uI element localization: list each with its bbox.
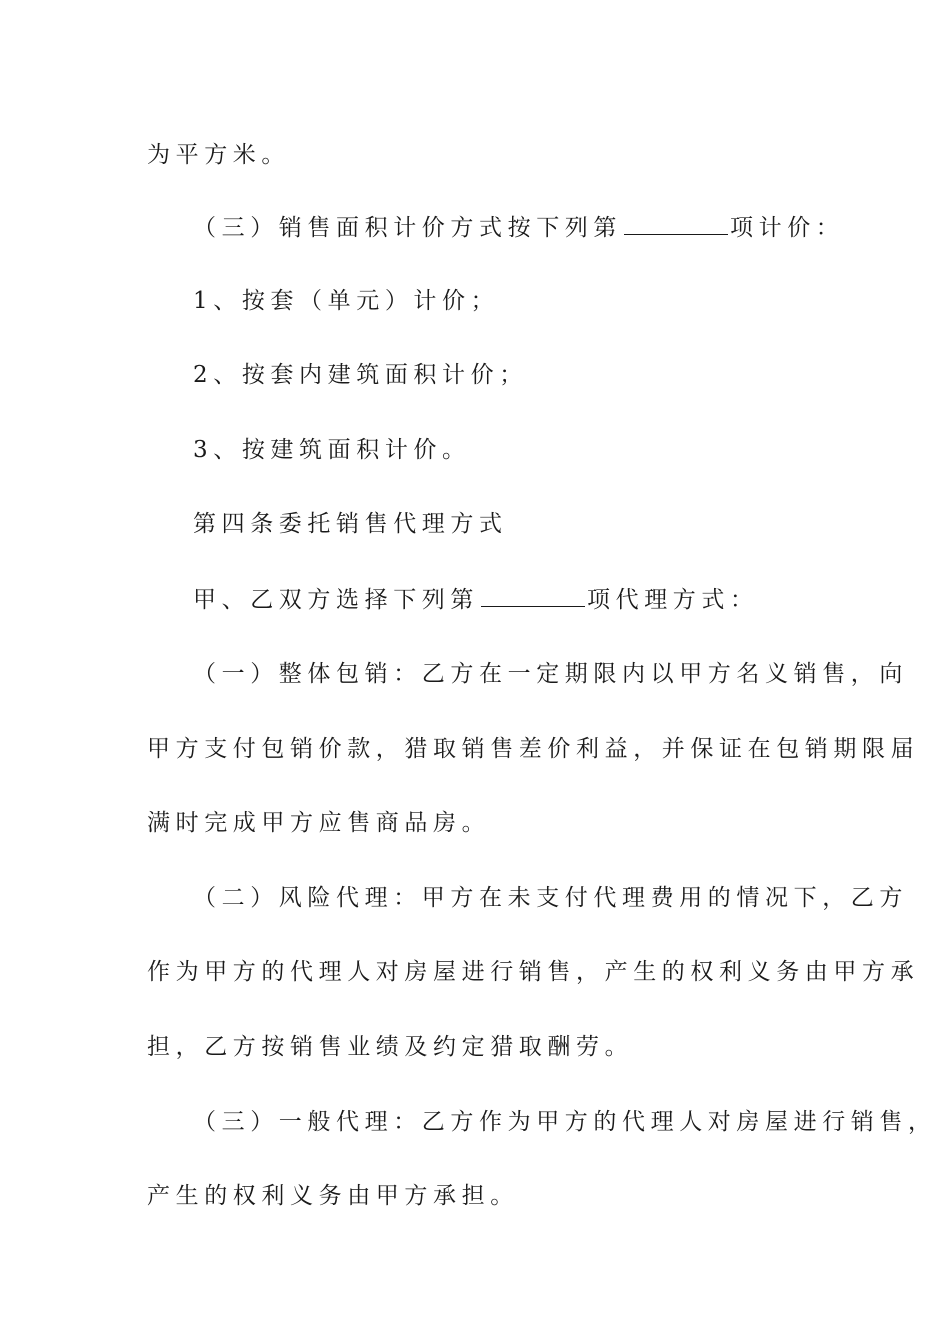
paragraph-line: [147, 1032, 827, 1062]
paragraph-line: [147, 1181, 827, 1211]
text-segment: 2、按套内建筑面积计价；: [193, 362, 528, 388]
text-segment: （三）一般代理：乙方作为甲方的代理人对房屋进行销售，: [193, 1109, 937, 1135]
paragraph-line: [193, 286, 873, 316]
paragraph-line: [193, 659, 908, 689]
text-segment: 满时完成甲方应售商品房。: [147, 810, 491, 836]
text-segment: 产生的权利义务由甲方承担。: [147, 1183, 519, 1209]
section-heading: [193, 509, 873, 539]
paragraph-line: [193, 883, 908, 913]
paragraph-line: [147, 808, 827, 838]
paragraph-line: [193, 360, 873, 390]
paragraph-line: [193, 212, 873, 243]
paragraph-line: [147, 734, 920, 764]
paragraph-line: [193, 1107, 937, 1137]
text-segment: 3、按建筑面积计价。: [193, 437, 471, 463]
paragraph-line: [147, 957, 920, 987]
text-segment: 项代理方式：: [587, 587, 759, 613]
paragraph-line: [193, 435, 873, 465]
fill-in-blank: [624, 212, 728, 235]
text-segment: 甲方支付包销价款，猎取销售差价利益，并保证在包销期限届: [147, 736, 920, 762]
text-segment: （一）整体包销：乙方在一定期限内以甲方名义销售，向: [193, 661, 908, 687]
text-segment: 项计价：: [730, 215, 845, 241]
text-segment: 为平方米。: [147, 142, 290, 168]
text-segment: 甲、乙双方选择下列第: [193, 587, 479, 613]
fill-in-blank: [481, 584, 585, 607]
text-segment: （二）风险代理：甲方在未支付代理费用的情况下，乙方: [193, 885, 908, 911]
paragraph-line: [193, 584, 873, 615]
text-segment: （三）销售面积计价方式按下列第: [193, 215, 622, 241]
text-segment: 担，乙方按销售业绩及约定猎取酬劳。: [147, 1034, 634, 1060]
text-segment: 1、按套（单元）计价；: [193, 288, 500, 314]
text-segment: 第四条委托销售代理方式: [193, 511, 508, 537]
paragraph-line: [147, 140, 827, 170]
text-segment: 作为甲方的代理人对房屋进行销售，产生的权利义务由甲方承: [147, 959, 920, 985]
